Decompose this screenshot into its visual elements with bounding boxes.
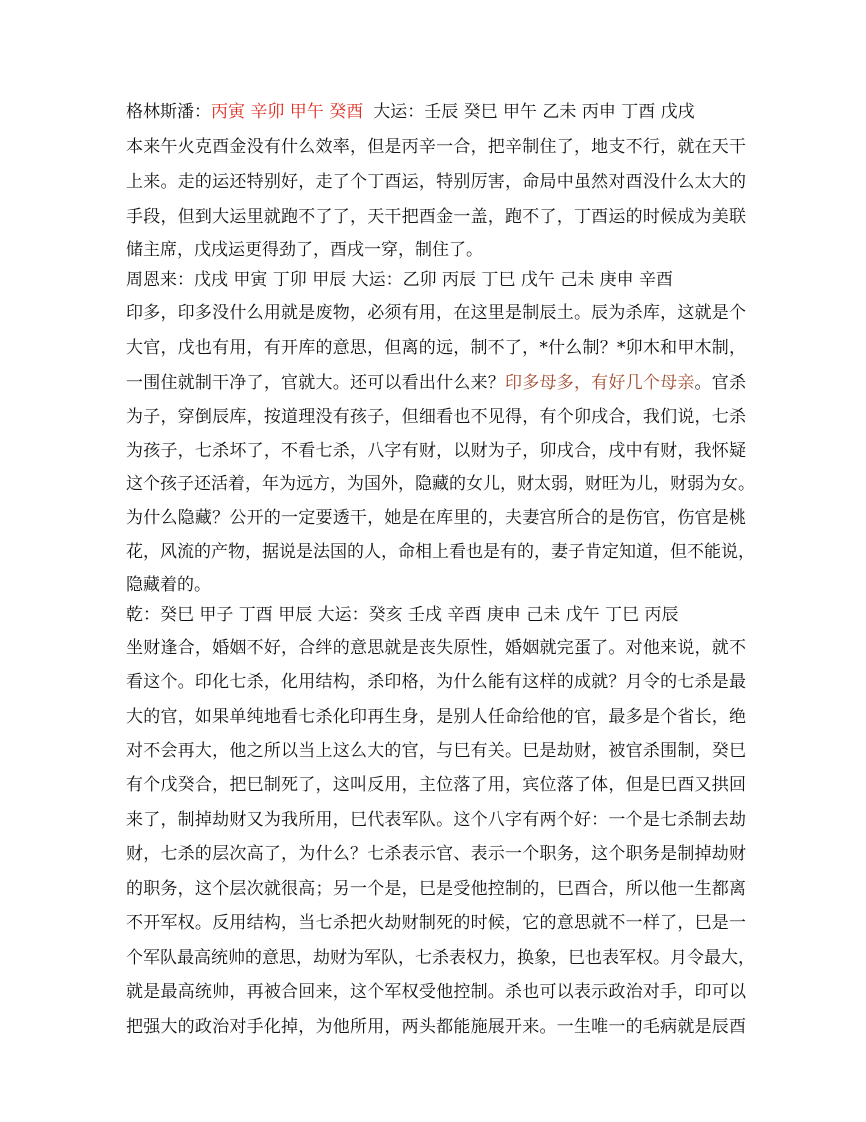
paragraph-line	[126, 371, 746, 395]
text-run: 。官杀	[694, 373, 747, 393]
paragraph-line: 来了，制掉劫财又为我所用，巳代表军队。这个八字有两个好：一个是七杀制去劫	[126, 810, 746, 830]
section-heading-greenspan	[126, 100, 746, 124]
paragraph-line: 隐藏着的。	[126, 575, 211, 595]
paragraph-line: 为子，穿倒辰库，按道理没有孩子，但细看也不见得，有个卯戌合，我们说，七杀	[126, 407, 746, 427]
paragraph-line: 大官，戊也有用，有开库的意思，但离的远，制不了，*什么制？*卯木和甲木制，	[126, 338, 746, 358]
highlighted-text: 印多母多，有好几个母亲	[505, 373, 695, 393]
paragraph-line: 就是最高统帅，再被合回来，这个军权受他控制。杀也可以表示政治对手，印可以	[126, 982, 746, 1002]
paragraph-line: 本来午火克酉金没有什么效率，但是丙辛一合，把辛制住了，地支不行，就在天干	[126, 137, 746, 157]
bazi-pillars-highlighted: 丙寅 辛卯 甲午 癸酉	[211, 102, 364, 122]
section-heading-zhou-enlai: 周恩来：戊戌 甲寅 丁卯 甲辰 大运：乙卯 丙辰 丁巳 戊午 己未 庚申 辛酉	[126, 270, 674, 290]
paragraph-line: 有个戊癸合，把巳制死了，这叫反用，主位落了用，宾位落了体，但是巳酉又拱回	[126, 775, 746, 795]
paragraph-line: 对不会再大，他之所以当上这么大的官，与巳有关。巳是劫财，被官杀围制，癸巳	[126, 741, 746, 761]
paragraph-line: 坐财逢合，婚姻不好，合绊的意思就是丧失原性，婚姻就完蛋了。对他来说，就不	[126, 638, 746, 658]
paragraph-line: 上来。走的运还特别好，走了个丁酉运，特别厉害，命局中虽然对酉没什么太大的	[126, 172, 746, 192]
dayun-list: 大运：壬辰 癸巳 甲午 乙未 丙申 丁酉 戊戌	[373, 102, 695, 122]
paragraph-line: 储主席，戊戌运更得劲了，酉戌一穿，制住了。	[126, 240, 483, 260]
paragraph-line: 这个孩子还活着，年为远方，为国外，隐藏的女儿，财太弱，财旺为儿，财弱为女。	[126, 474, 755, 494]
paragraph-line: 为什么隐藏？公开的一定要透干，她是在库里的，夫妻宫所合的是伤官，伤官是桃	[126, 508, 746, 528]
paragraph-line: 个军队最高统帅的意思，劫财为军队，七杀表权力，换象，巳也表军权。月令最大，	[126, 948, 755, 968]
paragraph-line: 把强大的政治对手化掉，为他所用，两头都能施展开来。一生唯一的毛病就是辰酉	[126, 1017, 746, 1037]
paragraph-line: 花，风流的产物，据说是法国的人，命相上看也是有的，妻子肯定知道，但不能说，	[126, 542, 755, 562]
paragraph-line: 的职务，这个层次就很高；另一个是，巳是受他控制的，巳酉合，所以他一生都离	[126, 879, 746, 899]
paragraph-line: 大的官，如果单纯地看七杀化印再生身，是别人任命给他的官，最多是个省长，绝	[126, 707, 746, 727]
section-heading-qian: 乾：癸巳 甲子 丁酉 甲辰 大运：癸亥 壬戌 辛酉 庚申 己未 戊午 丁巳 丙辰	[126, 605, 679, 625]
paragraph-line: 看这个。印化七杀，化用结构，杀印格，为什么能有这样的成就？月令的七杀是最	[126, 672, 746, 692]
heading-label: 格林斯潘：	[126, 102, 211, 122]
text-run: 一围住就制干净了，官就大。还可以看出什么来？	[126, 373, 506, 393]
paragraph-line: 印多，印多没什么用就是废物，必须有用，在这里是制辰土。辰为杀库，这就是个	[126, 303, 746, 323]
paragraph-line: 手段，但到大运里就跑不了了，天干把酉金一盖，跑不了，丁酉运的时候成为美联	[126, 207, 746, 227]
paragraph-line: 不开军权。反用结构，当七杀把火劫财制死的时候，它的意思就不一样了，巳是一	[126, 913, 746, 933]
paragraph-line: 财，七杀的层次高了，为什么？七杀表示官、表示一个职务，这个职务是制掉劫财	[126, 844, 746, 864]
paragraph-line: 为孩子，七杀坏了，不看七杀，八字有财，以财为子，卯戌合，戌中有财，我怀疑	[126, 441, 746, 461]
